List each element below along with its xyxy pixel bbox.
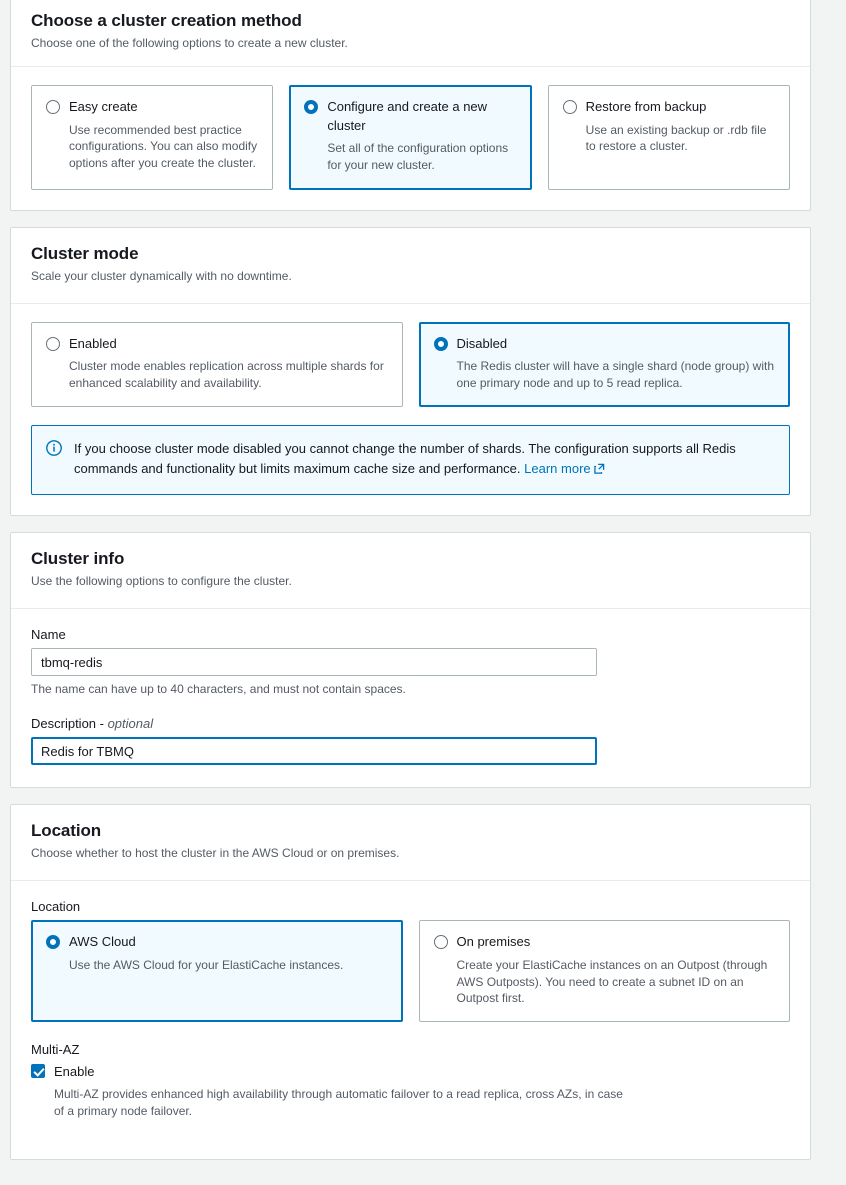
panel-header xyxy=(11,0,810,66)
name-input[interactable] xyxy=(31,648,597,676)
location-options xyxy=(31,920,790,1022)
panel-description: Choose one of the following options to create a new cluster. xyxy=(31,36,348,50)
info-icon xyxy=(46,440,62,459)
multi-az-label: Multi-AZ xyxy=(31,1042,80,1058)
panel-cluster-info xyxy=(10,532,811,788)
alert-text: If you choose cluster mode disabled you cannot change the number of shards. The configuration supports all Redis commands and functionality but limits maximum cache size and performance. xyxy=(74,441,736,477)
name-hint: The name can have up to 40 characters, and must not contain spaces. xyxy=(31,682,406,697)
multi-az-description: Multi-AZ provides enhanced high availability through automatic failover to a read replica, cross AZs, in case of a primary node failover. xyxy=(54,1086,623,1119)
description-input[interactable] xyxy=(31,737,597,765)
panel-body xyxy=(11,304,810,407)
location-field-label: Location xyxy=(31,898,81,914)
panel-description: Choose whether to host the cluster in the AWS Cloud or on premises. xyxy=(31,846,400,861)
radio-cluster-mode-enabled[interactable] xyxy=(46,337,60,351)
option-on-premises[interactable] xyxy=(419,920,791,1022)
alert-message xyxy=(74,439,775,480)
option-label: Restore from backup xyxy=(585,98,707,114)
name-label: Name xyxy=(31,627,66,643)
panel-cluster-mode xyxy=(10,227,811,517)
option-label: Configure and create a new cluster xyxy=(327,98,488,133)
description-label xyxy=(31,716,790,731)
description-optional-tag: optional xyxy=(107,716,154,732)
radio-easy-create[interactable] xyxy=(46,100,60,114)
field-name xyxy=(31,627,790,696)
panel-header xyxy=(11,533,810,608)
option-aws-cloud[interactable] xyxy=(31,920,403,1022)
option-description: Use the AWS Cloud for your ElastiCache instances. xyxy=(69,957,344,972)
panel-body xyxy=(11,881,810,1159)
option-description: Cluster mode enables replication across multiple shards for enhanced scalability and availability. xyxy=(69,359,384,391)
radio-cluster-mode-disabled[interactable] xyxy=(434,337,448,351)
panel-description: Scale your cluster dynamically with no downtime. xyxy=(31,268,292,283)
multi-az-enable-row[interactable] xyxy=(31,1064,790,1080)
option-configure-and-create[interactable] xyxy=(289,85,531,190)
cluster-mode-info-alert xyxy=(31,425,790,495)
option-label: Easy create xyxy=(69,98,138,114)
section-title-cluster-mode: Cluster mode xyxy=(31,243,139,263)
radio-on-premises[interactable] xyxy=(434,935,448,949)
panel-header xyxy=(11,805,810,880)
radio-restore-from-backup[interactable] xyxy=(563,100,577,114)
description-label-text: Description - xyxy=(31,716,108,732)
panel-location xyxy=(10,804,811,1159)
cluster-mode-options xyxy=(31,322,790,407)
radio-aws-cloud[interactable] xyxy=(46,935,60,949)
panel-header xyxy=(11,228,810,303)
option-cluster-mode-disabled[interactable] xyxy=(419,322,791,407)
creation-method-options xyxy=(31,85,790,190)
radio-configure-and-create[interactable] xyxy=(304,100,318,114)
page-title: Choose a cluster creation method xyxy=(31,11,302,30)
option-easy-create[interactable] xyxy=(31,85,273,190)
option-description: The Redis cluster will have a single shard (node group) with one primary node and up to 5 read replica. xyxy=(456,359,774,391)
panel-body xyxy=(11,67,810,210)
field-description xyxy=(31,716,790,765)
multi-az-checkbox[interactable] xyxy=(31,1064,45,1078)
option-description: Create your ElastiCache instances on an Outpost (through AWS Outposts). You need to create a subnet ID on an Outpost first. xyxy=(456,957,768,1006)
panel-description: Use the following options to configure the cluster. xyxy=(31,574,292,589)
panel-cluster-creation-method xyxy=(10,0,811,211)
spacer xyxy=(31,1121,790,1139)
option-description: Use an existing backup or .rdb file to restore a cluster. xyxy=(585,122,767,154)
option-restore-from-backup[interactable] xyxy=(548,85,790,190)
panel-body xyxy=(11,609,810,787)
section-title-cluster-info: Cluster info xyxy=(31,549,125,569)
option-description: Use recommended best practice configurations. You can also modify options after you create the cluster. xyxy=(69,122,258,171)
external-link-icon xyxy=(594,462,605,477)
option-description: Set all of the configuration options for your new cluster. xyxy=(327,141,509,173)
option-label: On premises xyxy=(456,933,531,949)
section-title-location: Location xyxy=(31,821,102,841)
learn-more-link[interactable]: Learn more xyxy=(524,461,591,477)
option-label: AWS Cloud xyxy=(69,933,136,949)
option-label: Enabled xyxy=(69,335,117,351)
option-label: Disabled xyxy=(456,335,508,351)
multi-az-checkbox-label: Enable xyxy=(54,1064,95,1080)
option-cluster-mode-enabled[interactable] xyxy=(31,322,403,407)
